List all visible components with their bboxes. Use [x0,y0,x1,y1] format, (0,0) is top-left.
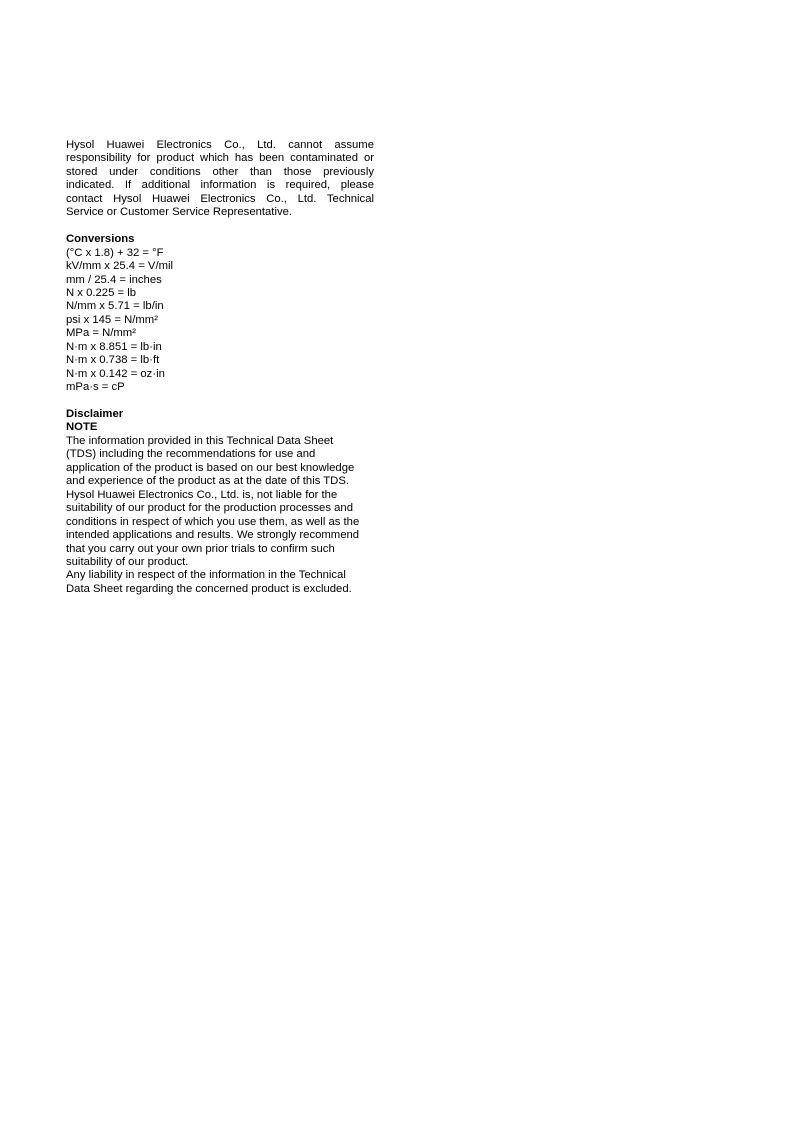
conversion-item: mm / 25.4 = inches [66,273,162,286]
conversion-item: mPa·s = cP [66,381,125,394]
disclaimer-text-line: Hysol Huawei Electronics Co., Ltd. is, not liable for the [66,488,338,501]
intro-text-line: indicated. If additional information is required, please [66,179,374,192]
disclaimer-text-line: The information provided in this Technical Data Sheet [66,434,334,447]
intro-text-line: Service or Customer Service Representative. [66,206,293,219]
disclaimer-text-line: that you carry out your own prior trials to confirm such [66,542,335,555]
page-content [66,139,374,596]
disclaimer-text-line: application of the product is based on our best knowledge [66,461,355,474]
disclaimer-heading: Disclaimer [66,408,124,421]
conversion-item: N·m x 0.142 = oz·in [66,367,165,380]
disclaimer-text-line: Data Sheet regarding the concerned product is excluded. [66,582,352,595]
disclaimer-note-heading: NOTE [66,421,98,434]
disclaimer-text-line: conditions in respect of which you use them, as well as the [66,515,360,528]
conversions-list [66,247,374,395]
disclaimer-text-line: suitability of our product. [66,556,189,569]
disclaimer-lines [66,435,446,596]
intro-paragraph [66,139,374,220]
conversions-section [66,233,374,394]
disclaimer-text-line: (TDS) including the recommendations for use and [66,448,316,461]
intro-text-line: Hysol Huawei Electronics Co., Ltd. cannot assume [66,139,374,151]
conversion-item: N/mm x 5.71 = lb/in [66,300,164,313]
conversions-heading: Conversions [66,233,135,246]
conversion-item: psi x 145 = N/mm² [66,313,158,326]
disclaimer-section [66,408,374,596]
intro-text-line: responsibility for product which has been contaminated or [66,152,374,165]
intro-text-line: stored under conditions other than those previously [66,165,374,178]
intro-text-line: contact Hysol Huawei Electronics Co., Ltd. Technical [66,192,374,205]
conversion-item: (°C x 1.8) + 32 = °F [66,246,164,259]
intro-paragraph-lines [66,139,374,220]
disclaimer-text-line: and experience of the product as at the date of this TDS. [66,475,350,488]
disclaimer-text-line: Any liability in respect of the information in the Technical [66,569,346,582]
conversion-item: N·m x 8.851 = lb·in [66,340,162,353]
disclaimer-text-line: intended applications and results. We strongly recommend [66,529,360,542]
disclaimer-text-line: suitability of our product for the production processes and [66,502,353,515]
conversion-item: kV/mm x 25.4 = V/mil [66,260,174,273]
conversion-item: MPa = N/mm² [66,327,136,340]
conversion-item: N x 0.225 = lb [66,286,137,299]
conversion-item: N·m x 0.738 = lb·ft [66,354,160,367]
